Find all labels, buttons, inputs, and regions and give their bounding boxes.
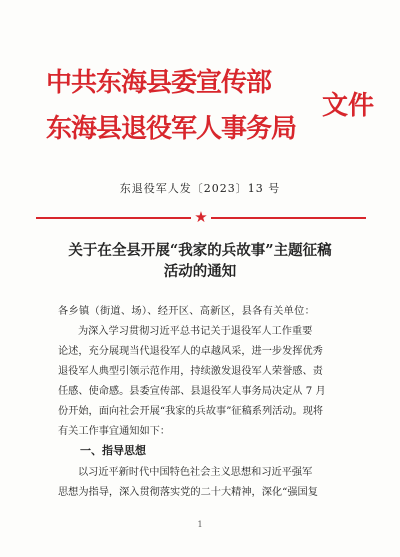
title-line-1: 关于在全县开展“我家的兵故事”主题征稿 bbox=[68, 242, 332, 259]
paragraph-guiding-ideology bbox=[58, 463, 358, 503]
paragraph-intro bbox=[58, 322, 358, 442]
section-heading-1: 一、指导思想 bbox=[80, 444, 146, 457]
red-separator bbox=[36, 208, 366, 226]
paragraph-line: 任感、使命感。县委宣传部、县退役军人事务局决定从 7 月 bbox=[58, 386, 326, 397]
header-org-line-1: 中共东海县委宣传部 bbox=[46, 68, 272, 98]
paragraph-line: 份开始，面向社会开展“我家的兵故事”征稿系列活动。现将 bbox=[58, 406, 324, 417]
paragraph-line: 退役军人典型引领示范作用，持续激发退役军人荣誉感、责 bbox=[58, 366, 323, 377]
document-title bbox=[50, 240, 350, 282]
document-number: 东退役军人发〔2023〕13 号 bbox=[119, 182, 281, 195]
header-document-word: 文件 bbox=[322, 91, 375, 121]
paragraph-line: 论述，充分展现当代退役军人的卓越风采，进一步发挥优秀 bbox=[58, 346, 323, 357]
title-line-2: 活动的通知 bbox=[163, 263, 237, 280]
header-org-line-2: 东海县退役军人事务局 bbox=[46, 114, 297, 144]
addressee: 各乡镇（街道、场）、经开区、高新区，县各有关单位： bbox=[58, 306, 316, 317]
paragraph-line: 以习近平新时代中国特色社会主义思想和习近平强军 bbox=[78, 467, 313, 478]
paragraph-line: 为深入学习贯彻习近平总书记关于退役军人工作重要 bbox=[78, 326, 313, 337]
star-icon: ★ bbox=[194, 208, 208, 226]
paragraph-line: 有关工作事宜通知如下： bbox=[58, 426, 171, 437]
page-number: 1 bbox=[197, 520, 203, 529]
paragraph-line: 思想为指导，深入贯彻落实党的二十大精神，深化“强国复 bbox=[58, 487, 318, 498]
separator-line-left bbox=[36, 217, 191, 219]
separator-line-right bbox=[211, 217, 366, 219]
